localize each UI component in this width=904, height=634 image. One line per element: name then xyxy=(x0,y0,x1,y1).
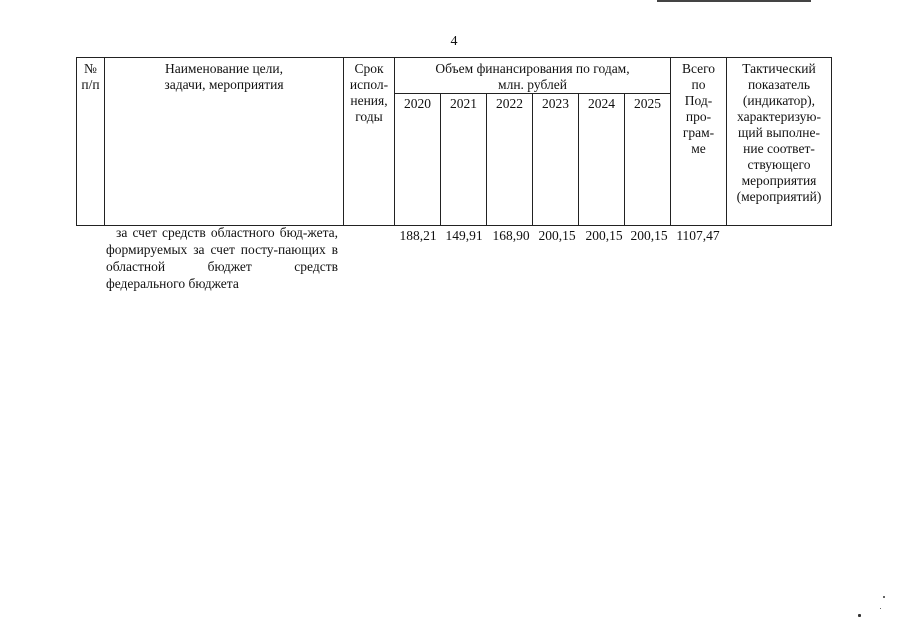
scan-speck xyxy=(858,614,861,617)
header-year-2020: 2020 xyxy=(395,94,441,226)
header-year-2022: 2022 xyxy=(487,94,533,226)
value-2023: 200,15 xyxy=(538,228,576,243)
value-2021: 149,91 xyxy=(445,228,483,243)
value-total: 1107,47 xyxy=(676,228,720,243)
header-year-2024: 2024 xyxy=(579,94,625,226)
row-description: за счет средств областного бюд-жета, формируемых за счет посту-пающих в областной бюджет средств федерального бюджета xyxy=(106,225,338,291)
header-year-2021: 2021 xyxy=(441,94,487,226)
header-year-2023: 2023 xyxy=(533,94,579,226)
header-funding: Объем финансирования по годам, млн. рублей xyxy=(395,58,671,94)
value-2024: 200,15 xyxy=(585,228,623,243)
header-num: № п/п xyxy=(77,58,105,226)
header-total: Всего по Под- про- грам- ме xyxy=(671,58,727,226)
scan-speck xyxy=(883,596,885,598)
value-2022: 168,90 xyxy=(492,228,530,243)
top-rule xyxy=(657,0,811,2)
header-year-2025: 2025 xyxy=(625,94,671,226)
header-indicator: Тактический показатель (индикатор), характеризую- щий выполне- ние соответ- ствующего мероприятия (мероприятий) xyxy=(727,58,832,226)
value-2025: 200,15 xyxy=(630,228,668,243)
value-2020: 188,21 xyxy=(399,228,437,243)
page-number: 4 xyxy=(450,34,458,49)
scan-speck xyxy=(880,608,881,609)
header-term: Срок испол- нения, годы xyxy=(344,58,395,226)
funding-table-header xyxy=(76,57,832,226)
header-name: Наименование цели, задачи, мероприятия xyxy=(105,58,344,226)
